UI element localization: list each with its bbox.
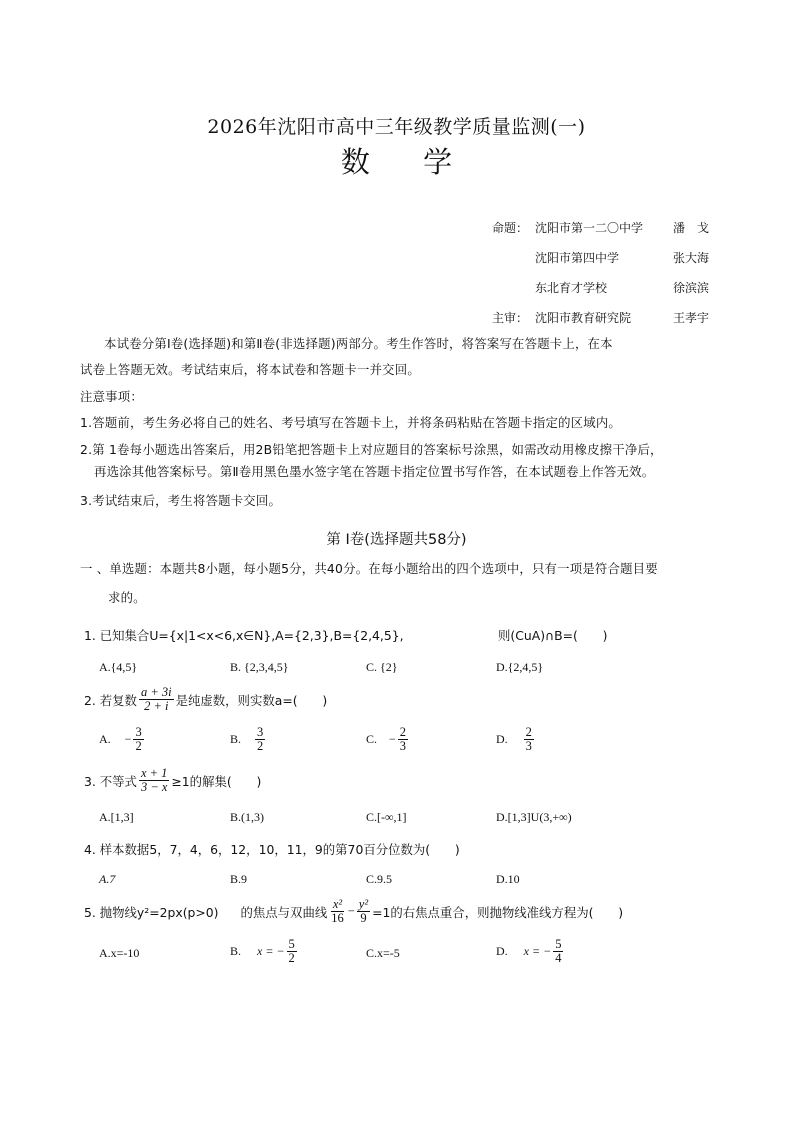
question-1-option-b: B. {2,3,4,5} xyxy=(230,660,289,674)
credit-name: 张大海 xyxy=(673,251,710,265)
question-1-option-a: A.{4,5} xyxy=(99,660,138,674)
option-lhs: x = − xyxy=(257,944,285,959)
question-4-option-d: D.10 xyxy=(496,872,520,886)
fraction-numerator: 5 xyxy=(555,937,562,951)
exam-title: 2026年沈阳市高中三年级教学质量监测(一) xyxy=(207,116,586,138)
option-label: D. xyxy=(496,732,508,747)
question-2-prefix: 2. 若复数 xyxy=(84,692,137,708)
option-label: D. xyxy=(496,944,508,959)
question-5-option-d xyxy=(496,938,565,965)
credit-name: 潘 戈 xyxy=(673,221,710,235)
question-5-option-c: C.x=-5 xyxy=(366,946,400,960)
fraction-numerator: x² xyxy=(332,897,343,911)
minus-sign: − xyxy=(124,732,132,747)
fraction-denominator: 3 − x xyxy=(140,780,168,795)
option-label: B. xyxy=(230,944,242,959)
notes-heading: 注意事项： xyxy=(80,389,143,404)
section-heading: 第 Ⅰ卷(选择题共58分) xyxy=(326,532,467,548)
fraction-denominator: 2 xyxy=(288,951,295,966)
question-1-option-c: C. {2} xyxy=(366,660,398,674)
fraction-numerator: 3 xyxy=(135,725,142,739)
question-3-option-a: A.[1,3] xyxy=(99,810,134,824)
question-3-option-c: C.[-∞,1] xyxy=(366,810,407,824)
question-5-prefix: 5. 抛物线y²=2px(p>0) xyxy=(84,904,219,920)
fraction-numerator: x + 1 xyxy=(140,766,168,780)
question-2-stem xyxy=(84,686,327,713)
intro-line: 本试卷分第Ⅰ卷(选择题)和第Ⅱ卷(非选择题)两部分。考生作答时，将答案写在答题卡上，在本 xyxy=(104,336,613,351)
option-fraction xyxy=(553,938,563,965)
question-1-tail: 则(CuA)∩B=( ) xyxy=(498,628,608,643)
option-label: C. xyxy=(366,732,378,747)
fraction-denominator: 2 + i xyxy=(144,699,169,714)
question-5-mid: 的焦点与双曲线 xyxy=(240,904,328,920)
question-1-option-d: D.{2,4,5} xyxy=(496,660,544,674)
exam-subject: 数 学 xyxy=(340,145,475,179)
credit-school: 沈阳市教育研究院 xyxy=(535,311,632,325)
question-3-stem xyxy=(84,767,261,794)
fraction-numerator: y² xyxy=(358,897,369,911)
question-5-suffix: =1的右焦点重合，则抛物线准线方程为( ) xyxy=(372,904,624,920)
option-fraction xyxy=(133,726,143,753)
question-2-suffix: 是纯虚数，则实数a=( ) xyxy=(175,692,328,708)
question-4-option-a: A.7 xyxy=(99,872,116,886)
question-2-option-a xyxy=(99,726,146,753)
section-instruction: 一 、单选题：本题共8小题，每小题5分，共40分。在每小题给出的四个选项中，只有一项是符合题目要 xyxy=(80,561,658,576)
question-4-option-c: C.9.5 xyxy=(366,872,393,886)
fraction-denominator: 9 xyxy=(360,911,367,926)
question-2-option-d xyxy=(496,726,536,753)
hyperbola-fraction-x xyxy=(329,898,346,925)
question-3-option-b: B.(1,3) xyxy=(230,810,264,824)
question-2-fraction xyxy=(139,686,174,713)
option-fraction xyxy=(287,938,297,965)
note-item: 2.第 1卷每小题选出答案后，用2B铅笔把答题卡上对应题目的答案标号涂黑，如需改动用橡皮擦干净后， xyxy=(80,442,663,457)
hyperbola-fraction-y xyxy=(357,898,370,925)
fraction-denominator: 4 xyxy=(555,951,562,966)
note-item: 3.考试结束后，考生将答题卡交回。 xyxy=(80,493,282,508)
credit-name: 王孝宇 xyxy=(673,311,710,325)
credit-school: 东北育才学校 xyxy=(535,281,608,295)
minus-sign: − xyxy=(389,732,396,747)
option-fraction xyxy=(398,726,408,753)
option-label: A. xyxy=(99,732,111,747)
fraction-numerator: 5 xyxy=(288,937,295,951)
question-3-prefix: 3. 不等式 xyxy=(84,773,137,789)
option-fraction xyxy=(524,726,534,753)
fraction-denominator: 3 xyxy=(525,739,532,754)
question-4-option-b: B.9 xyxy=(230,872,248,886)
question-2-option-b xyxy=(230,726,267,753)
question-1-stem: 1. 已知集合U={x|1<x<6,x∈N},A={2,3},B={2,4,5}, xyxy=(84,628,404,643)
fraction-numerator: 3 xyxy=(257,725,264,739)
fraction-denominator: 16 xyxy=(331,911,344,926)
fraction-denominator: 2 xyxy=(135,739,142,754)
question-3-fraction xyxy=(139,767,169,794)
minus-sign: − xyxy=(347,904,355,919)
fraction-denominator: 3 xyxy=(399,739,407,754)
credit-name: 徐滨滨 xyxy=(673,281,710,295)
question-5-stem xyxy=(84,898,623,925)
option-lhs: x = − xyxy=(523,944,552,959)
fraction-numerator: a + 3i xyxy=(140,685,172,699)
question-3-option-d: D.[1,3]U(3,+∞) xyxy=(496,810,572,824)
intro-line: 试卷上答题无效。考试结束后，将本试卷和答题卡一并交回。 xyxy=(80,362,420,377)
credit-role: 命题： xyxy=(492,221,529,235)
option-label: B. xyxy=(230,732,242,747)
credit-role: 主审： xyxy=(492,311,529,325)
credit-school: 沈阳市第一二〇中学 xyxy=(535,221,644,235)
option-fraction xyxy=(255,726,265,753)
note-item: 再选涂其他答案标号。第Ⅱ卷用黑色墨水签字笔在答题卡指定位置书写作答，在本试题卷上作答无效。 xyxy=(94,464,655,479)
fraction-numerator: 2 xyxy=(399,725,407,739)
question-5-option-a: A.x=-10 xyxy=(99,946,140,960)
question-2-option-c xyxy=(366,726,410,753)
fraction-numerator: 2 xyxy=(525,725,532,739)
question-4-stem: 4. 样本数据5，7，4，6，12，10，11，9的第70百分位数为( ) xyxy=(84,842,460,857)
credit-school: 沈阳市第四中学 xyxy=(535,251,620,265)
question-5-option-b xyxy=(230,938,299,965)
note-item: 1.答题前，考生务必将自己的姓名、考号填写在答题卡上，并将条码粘贴在答题卡指定的区域内。 xyxy=(80,415,622,430)
section-instruction: 求的。 xyxy=(108,590,146,605)
question-3-suffix: ≥1的解集( ) xyxy=(171,773,262,789)
fraction-denominator: 2 xyxy=(257,739,264,754)
